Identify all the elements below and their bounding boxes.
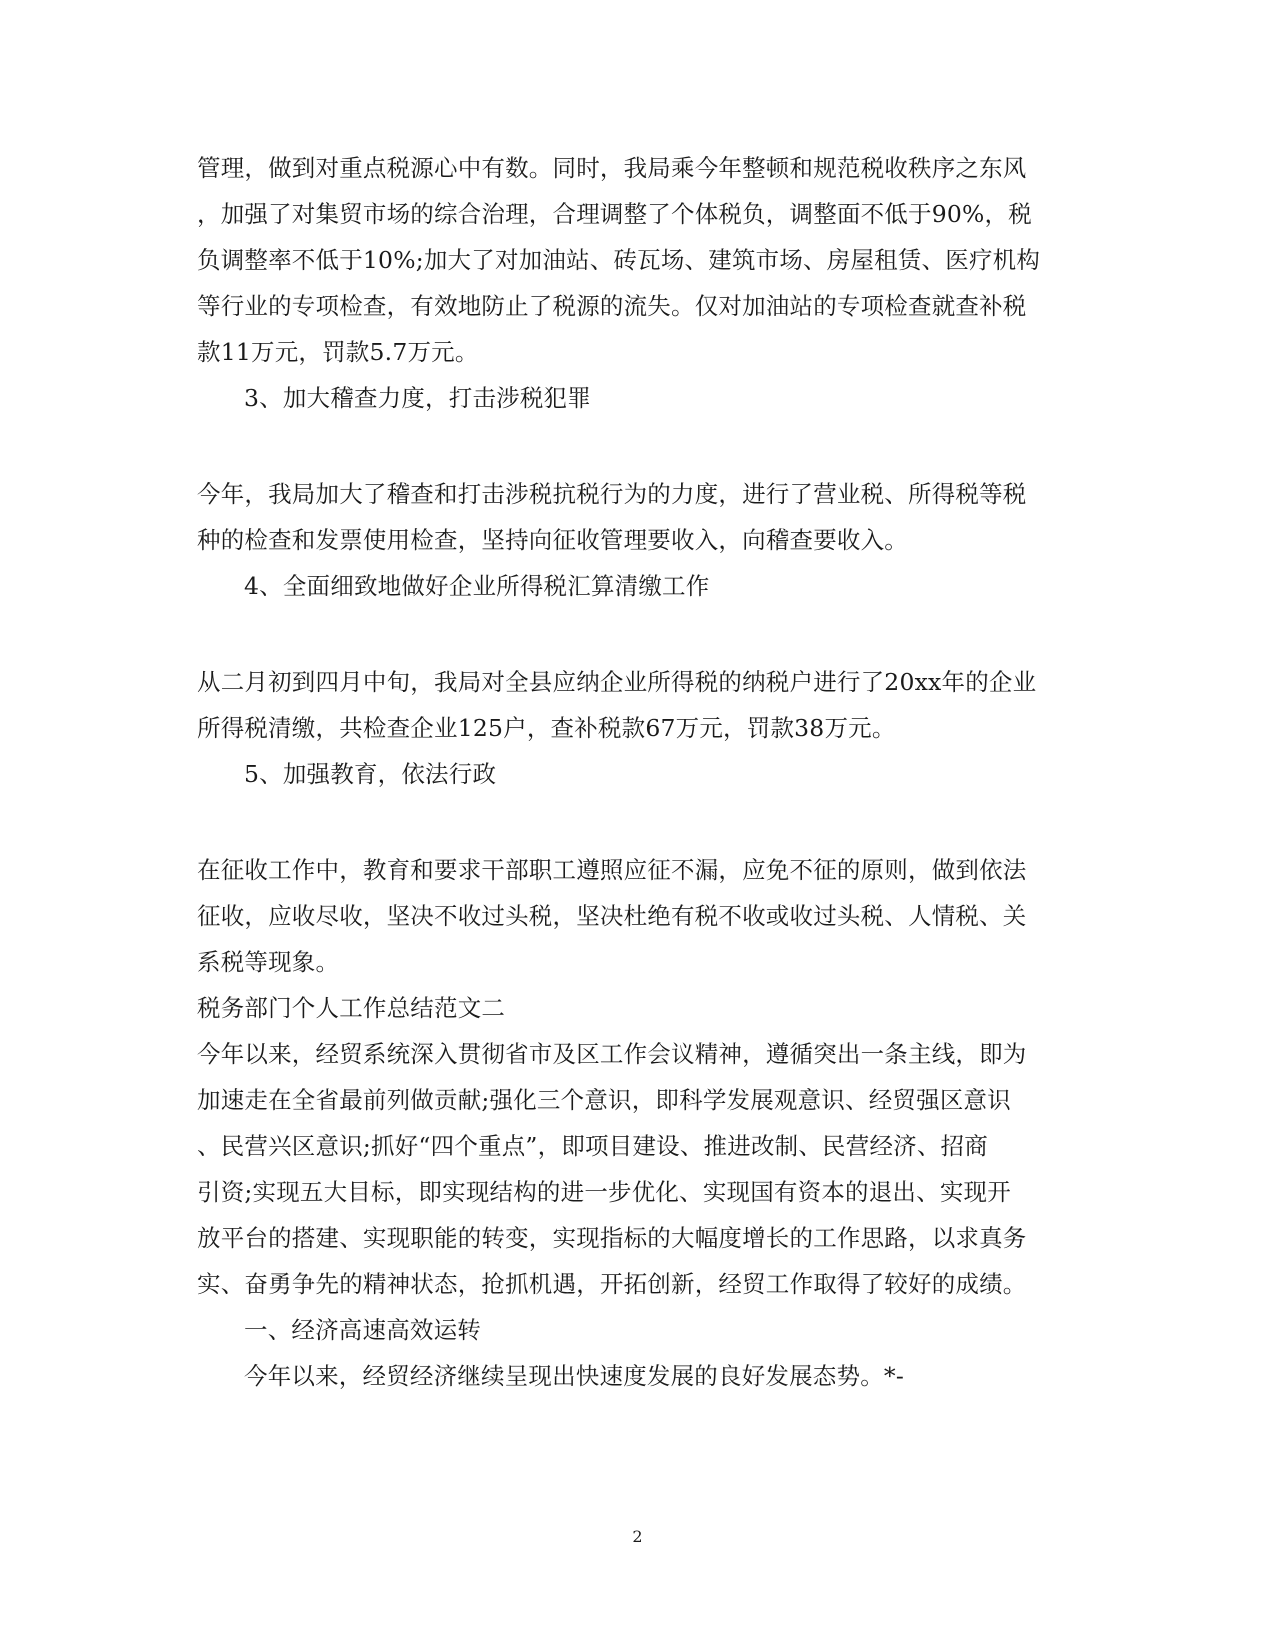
- section-heading-5: 5、加强教育，依法行政: [244, 760, 497, 788]
- paragraph-line: 、民营兴区意识;抓好“四个重点”，即项目建设、推进改制、民营经济、招商: [197, 1132, 988, 1160]
- paragraph-line: 管理，做到对重点税源心中有数。同时，我局乘今年整顿和规范税收秩序之东风: [197, 154, 1027, 182]
- paragraph-line: 从二月初到四月中旬，我局对全县应纳企业所得税的纳税户进行了20xx年的企业: [197, 668, 1037, 696]
- paragraph-line: 系税等现象。: [197, 948, 340, 976]
- paragraph-line: 今年，我局加大了稽查和打击涉税抗税行为的力度，进行了营业税、所得税等税: [197, 480, 1027, 508]
- paragraph-line: 等行业的专项检查，有效地防止了税源的流失。仅对加油站的专项检查就查补税: [197, 292, 1027, 320]
- paragraph-line: 今年以来，经贸经济继续呈现出快速度发展的良好发展态势。*-: [244, 1362, 904, 1390]
- paragraph-line: 在征收工作中，教育和要求干部职工遵照应征不漏，应免不征的原则，做到依法: [197, 856, 1027, 884]
- paragraph-line: ，加强了对集贸市场的综合治理，合理调整了个体税负，调整面不低于90%，税: [197, 200, 1032, 228]
- paragraph-line: 加速走在全省最前列做贡献;强化三个意识，即科学发展观意识、经贸强区意识: [197, 1086, 1011, 1114]
- page-number: 2: [632, 1527, 643, 1546]
- section-heading-4: 4、全面细致地做好企业所得税汇算清缴工作: [244, 572, 710, 600]
- section-heading-3: 3、加大稽查力度，打击涉税犯罪: [244, 384, 591, 412]
- paragraph-line: 负调整率不低于10%;加大了对加油站、砖瓦场、建筑市场、房屋租赁、医疗机构: [197, 246, 1041, 274]
- paragraph-line: 款11万元，罚款5.7万元。: [197, 338, 479, 366]
- paragraph-line: 放平台的搭建、实现职能的转变，实现指标的大幅度增长的工作思路，以求真务: [197, 1224, 1027, 1252]
- paragraph-line: 种的检查和发票使用检查，坚持向征收管理要收入，向稽查要收入。: [197, 526, 908, 554]
- paragraph-line: 引资;实现五大目标，即实现结构的进一步优化、实现国有资本的退出、实现开: [197, 1178, 1011, 1206]
- document-title-2: 税务部门个人工作总结范文二: [197, 994, 506, 1022]
- paragraph-line: 实、奋勇争先的精神状态，抢抓机遇，开拓创新，经贸工作取得了较好的成绩。: [197, 1270, 1027, 1298]
- subsection-heading: 一、经济高速高效运转: [244, 1316, 481, 1344]
- paragraph-line: 今年以来，经贸系统深入贯彻省市及区工作会议精神，遵循突出一条主线，即为: [197, 1040, 1027, 1068]
- paragraph-line: 征收，应收尽收，坚决不收过头税，坚决杜绝有税不收或收过头税、人情税、关: [197, 902, 1027, 930]
- paragraph-line: 所得税清缴，共检查企业125户，查补税款67万元，罚款38万元。: [197, 714, 896, 742]
